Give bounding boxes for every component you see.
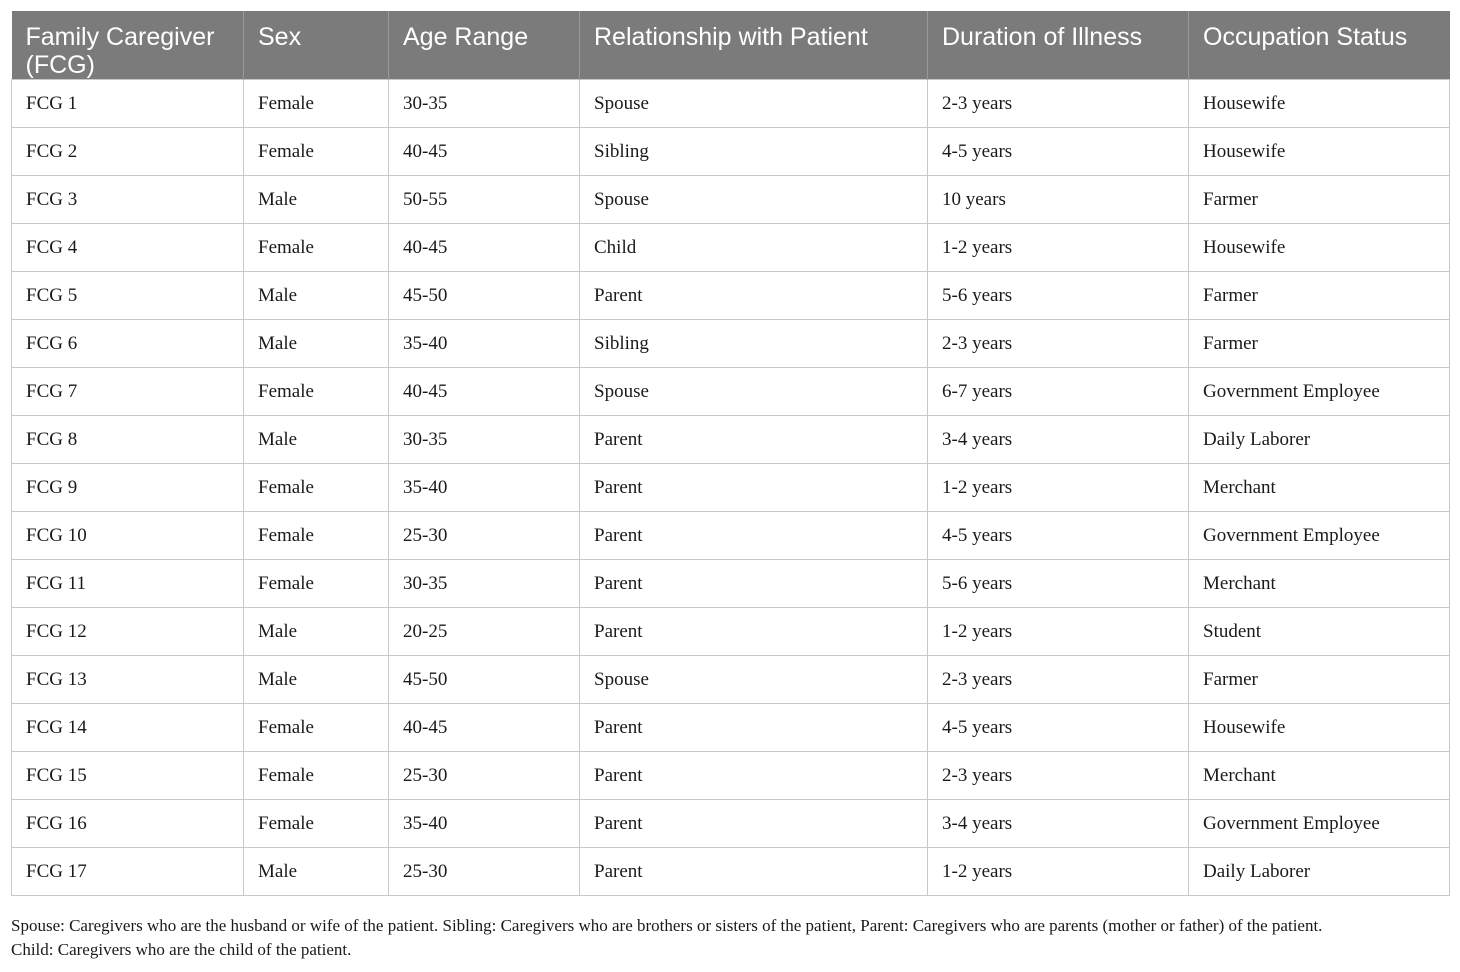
cell-occupation: Daily Laborer (1189, 848, 1450, 896)
column-header-sex: Sex (244, 11, 389, 80)
cell-sex: Female (244, 128, 389, 176)
cell-relationship: Parent (580, 560, 928, 608)
cell-caregiver: FCG 4 (12, 224, 244, 272)
cell-sex: Female (244, 512, 389, 560)
table-row (12, 416, 1450, 464)
cell-occupation: Farmer (1189, 656, 1450, 704)
column-header-age-range: Age Range (389, 11, 580, 80)
cell-sex: Male (244, 176, 389, 224)
cell-occupation: Merchant (1189, 560, 1450, 608)
cell-sex: Female (244, 368, 389, 416)
table-row (12, 80, 1450, 128)
table-row (12, 800, 1450, 848)
cell-age-range: 40-45 (389, 704, 580, 752)
cell-relationship: Spouse (580, 368, 928, 416)
cell-duration: 10 years (928, 176, 1189, 224)
cell-relationship: Parent (580, 752, 928, 800)
cell-age-range: 35-40 (389, 320, 580, 368)
cell-duration: 1-2 years (928, 224, 1189, 272)
cell-sex: Male (244, 656, 389, 704)
cell-sex: Female (244, 800, 389, 848)
cell-occupation: Housewife (1189, 704, 1450, 752)
table-row (12, 848, 1450, 896)
table-row (12, 752, 1450, 800)
cell-relationship: Parent (580, 416, 928, 464)
table-row (12, 128, 1450, 176)
cell-caregiver: FCG 13 (12, 656, 244, 704)
caregiver-table-container (11, 11, 1449, 896)
table-row (12, 224, 1450, 272)
cell-occupation: Merchant (1189, 464, 1450, 512)
cell-duration: 2-3 years (928, 320, 1189, 368)
cell-duration: 2-3 years (928, 752, 1189, 800)
column-header-relationship: Relationship with Patient (580, 11, 928, 80)
cell-occupation: Government Employee (1189, 368, 1450, 416)
cell-caregiver: FCG 1 (12, 80, 244, 128)
cell-sex: Female (244, 224, 389, 272)
cell-sex: Male (244, 608, 389, 656)
table-row (12, 464, 1450, 512)
cell-sex: Female (244, 80, 389, 128)
cell-caregiver: FCG 6 (12, 320, 244, 368)
cell-caregiver: FCG 7 (12, 368, 244, 416)
cell-age-range: 25-30 (389, 512, 580, 560)
table-header (12, 11, 1450, 80)
cell-occupation: Merchant (1189, 752, 1450, 800)
cell-age-range: 35-40 (389, 800, 580, 848)
cell-duration: 5-6 years (928, 272, 1189, 320)
column-header-occupation: Occupation Status (1189, 11, 1450, 80)
cell-sex: Male (244, 272, 389, 320)
cell-age-range: 40-45 (389, 224, 580, 272)
cell-duration: 4-5 years (928, 704, 1189, 752)
cell-relationship: Parent (580, 512, 928, 560)
column-header-duration: Duration of Illness (928, 11, 1189, 80)
cell-occupation: Farmer (1189, 320, 1450, 368)
cell-caregiver: FCG 9 (12, 464, 244, 512)
cell-age-range: 25-30 (389, 848, 580, 896)
cell-relationship: Sibling (580, 320, 928, 368)
cell-relationship: Parent (580, 848, 928, 896)
cell-relationship: Parent (580, 800, 928, 848)
cell-caregiver: FCG 10 (12, 512, 244, 560)
cell-occupation: Daily Laborer (1189, 416, 1450, 464)
cell-age-range: 50-55 (389, 176, 580, 224)
cell-caregiver: FCG 5 (12, 272, 244, 320)
cell-occupation: Farmer (1189, 272, 1450, 320)
cell-occupation: Student (1189, 608, 1450, 656)
cell-sex: Female (244, 752, 389, 800)
cell-relationship: Child (580, 224, 928, 272)
cell-relationship: Spouse (580, 656, 928, 704)
cell-occupation: Government Employee (1189, 800, 1450, 848)
cell-duration: 3-4 years (928, 416, 1189, 464)
table-footnote (11, 914, 1456, 962)
cell-occupation: Farmer (1189, 176, 1450, 224)
cell-duration: 6-7 years (928, 368, 1189, 416)
cell-occupation: Housewife (1189, 80, 1450, 128)
table-row (12, 272, 1450, 320)
table-body (12, 80, 1450, 896)
cell-relationship: Parent (580, 272, 928, 320)
cell-caregiver: FCG 15 (12, 752, 244, 800)
cell-relationship: Parent (580, 608, 928, 656)
cell-caregiver: FCG 12 (12, 608, 244, 656)
cell-age-range: 45-50 (389, 272, 580, 320)
cell-age-range: 40-45 (389, 368, 580, 416)
cell-duration: 1-2 years (928, 848, 1189, 896)
table-row (12, 608, 1450, 656)
cell-caregiver: FCG 8 (12, 416, 244, 464)
cell-relationship: Spouse (580, 80, 928, 128)
cell-relationship: Spouse (580, 176, 928, 224)
table-row (12, 656, 1450, 704)
cell-age-range: 20-25 (389, 608, 580, 656)
cell-sex: Male (244, 416, 389, 464)
footnote-line-1: Spouse: Caregivers who are the husband or wife of the patient. Sibling: Caregivers who are brothers or sisters of the patient, Parent: Caregivers who are parents (mother or father) of the patient. (11, 916, 1323, 935)
cell-duration: 2-3 years (928, 80, 1189, 128)
cell-sex: Male (244, 848, 389, 896)
cell-duration: 4-5 years (928, 128, 1189, 176)
table-row (12, 704, 1450, 752)
header-row (12, 11, 1450, 80)
cell-occupation: Housewife (1189, 224, 1450, 272)
cell-duration: 2-3 years (928, 656, 1189, 704)
cell-age-range: 45-50 (389, 656, 580, 704)
cell-sex: Male (244, 320, 389, 368)
cell-age-range: 30-35 (389, 560, 580, 608)
cell-sex: Female (244, 464, 389, 512)
cell-age-range: 25-30 (389, 752, 580, 800)
column-header-family-caregiver: Family Caregiver (FCG) (12, 11, 244, 80)
cell-sex: Female (244, 704, 389, 752)
cell-age-range: 40-45 (389, 128, 580, 176)
table-row (12, 512, 1450, 560)
cell-caregiver: FCG 2 (12, 128, 244, 176)
cell-caregiver: FCG 14 (12, 704, 244, 752)
cell-age-range: 30-35 (389, 416, 580, 464)
table-row (12, 176, 1450, 224)
cell-occupation: Housewife (1189, 128, 1450, 176)
cell-duration: 4-5 years (928, 512, 1189, 560)
cell-occupation: Government Employee (1189, 512, 1450, 560)
cell-caregiver: FCG 17 (12, 848, 244, 896)
cell-caregiver: FCG 3 (12, 176, 244, 224)
cell-sex: Female (244, 560, 389, 608)
cell-age-range: 35-40 (389, 464, 580, 512)
cell-relationship: Sibling (580, 128, 928, 176)
caregiver-table (11, 11, 1450, 896)
table-row (12, 320, 1450, 368)
cell-caregiver: FCG 11 (12, 560, 244, 608)
cell-duration: 5-6 years (928, 560, 1189, 608)
footnote-line-2: Child: Caregivers who are the child of the patient. (11, 940, 352, 959)
cell-relationship: Parent (580, 704, 928, 752)
cell-duration: 3-4 years (928, 800, 1189, 848)
cell-duration: 1-2 years (928, 608, 1189, 656)
table-row (12, 560, 1450, 608)
table-row (12, 368, 1450, 416)
cell-caregiver: FCG 16 (12, 800, 244, 848)
cell-duration: 1-2 years (928, 464, 1189, 512)
cell-relationship: Parent (580, 464, 928, 512)
cell-age-range: 30-35 (389, 80, 580, 128)
